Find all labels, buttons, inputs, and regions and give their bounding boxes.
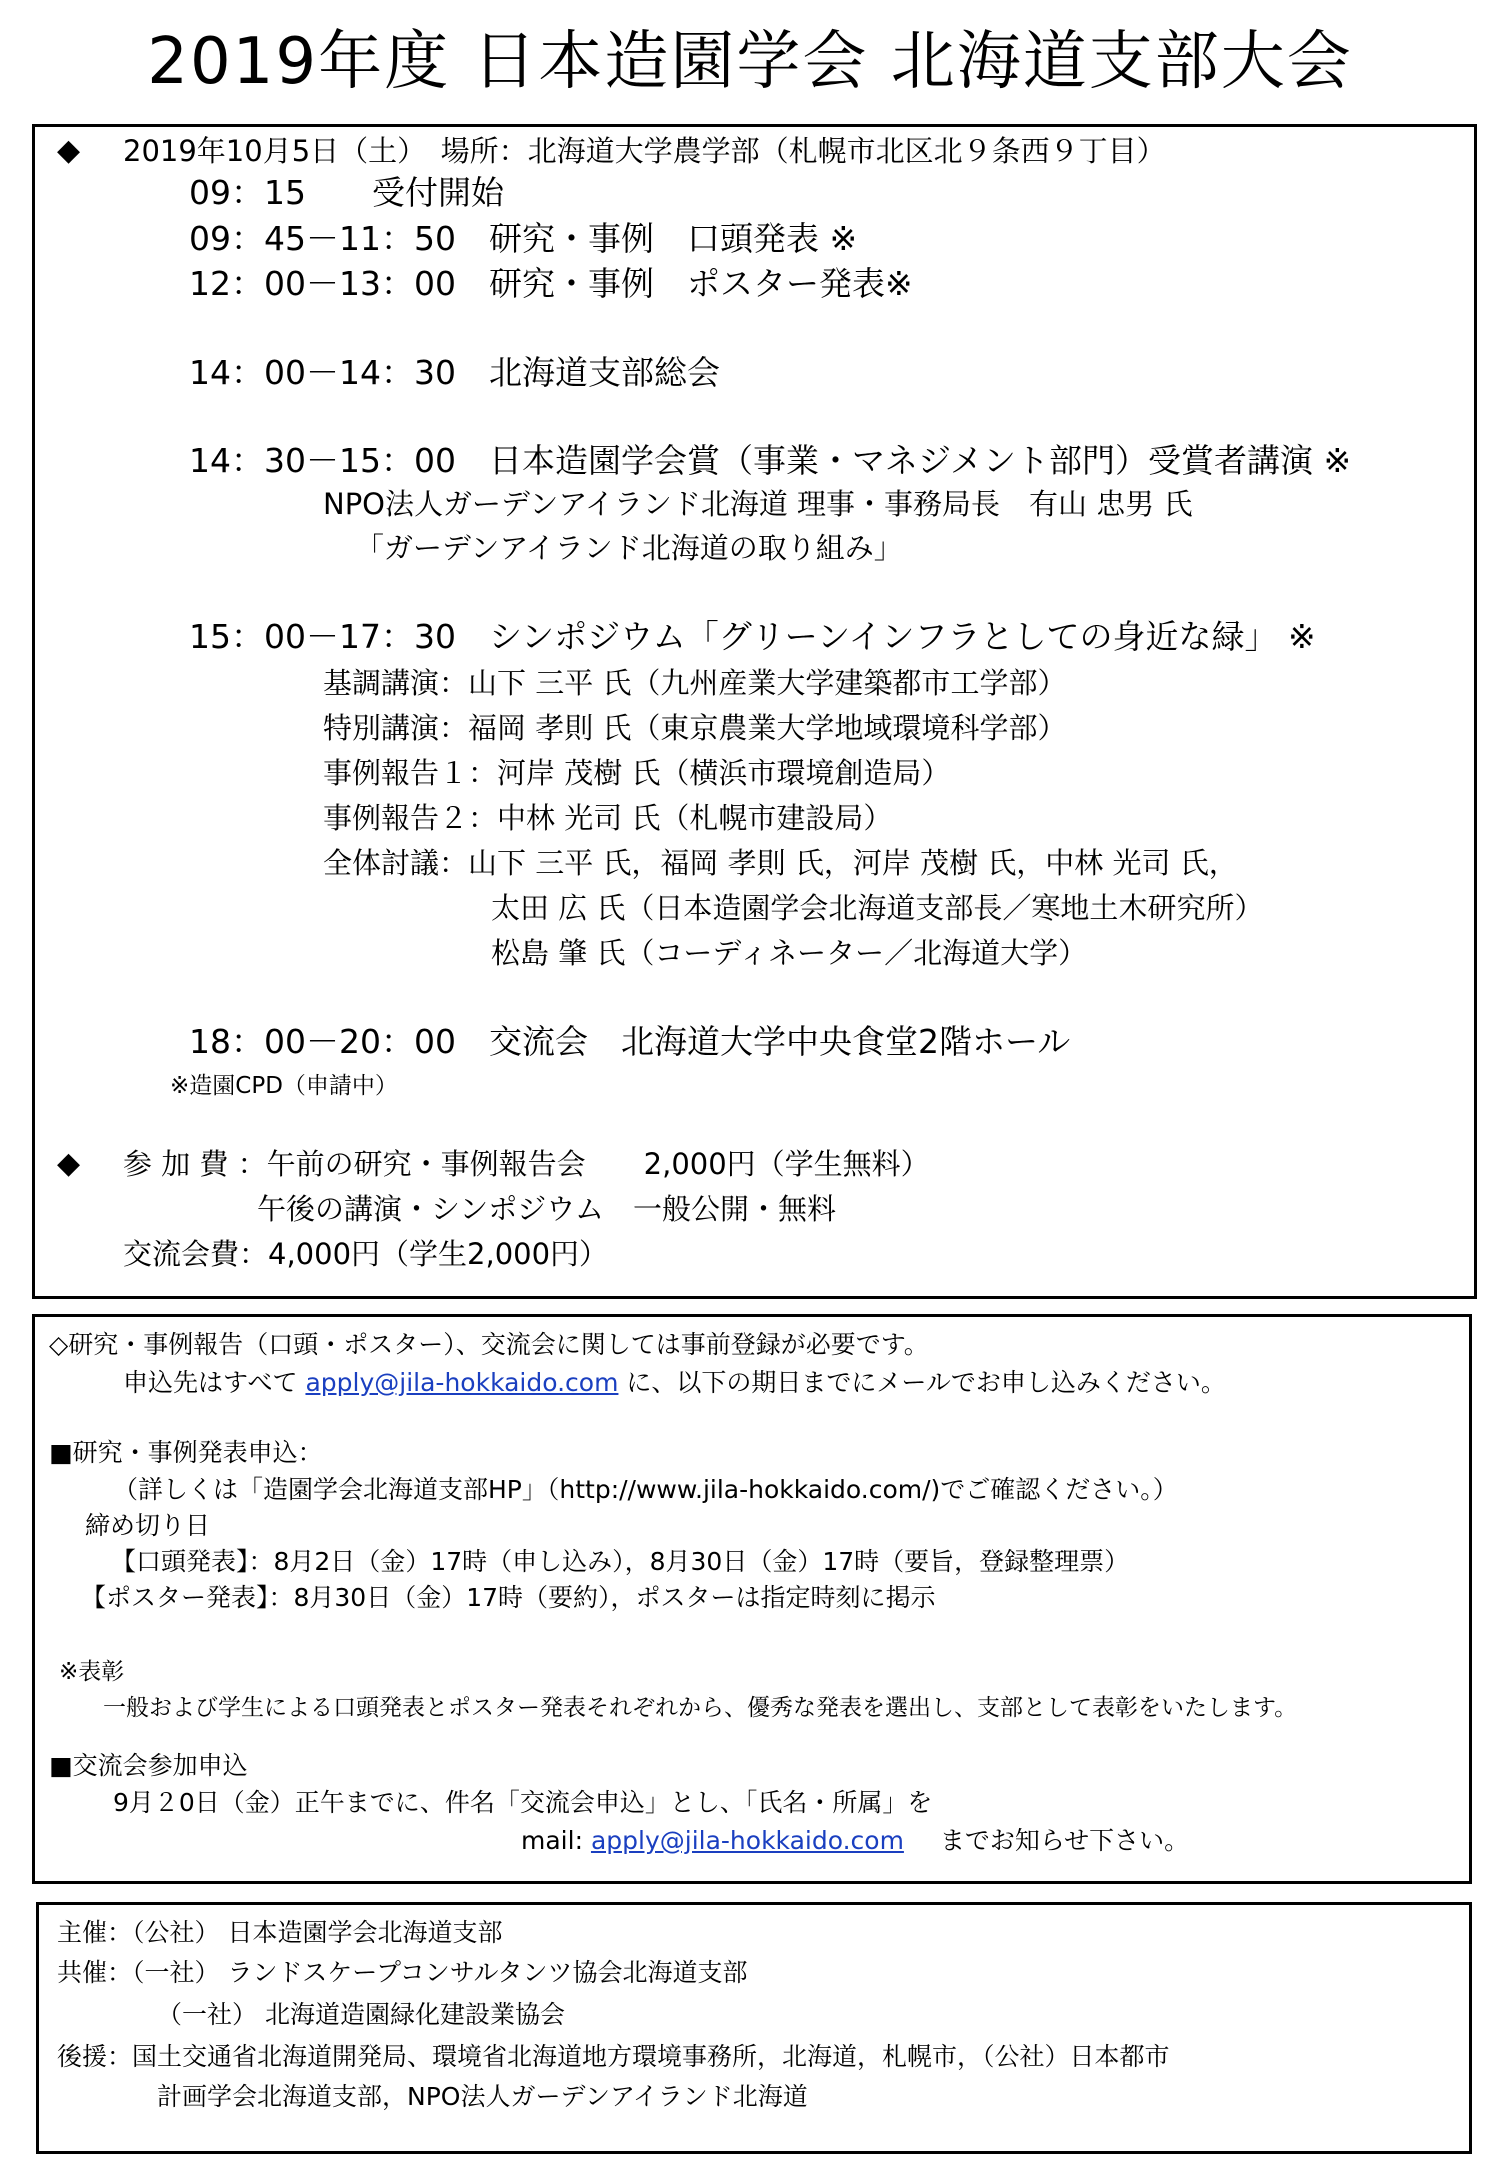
party-heading: ■交流会参加申込: [49, 1751, 248, 1780]
organizer-line: 後援：国土交通省北海道開発局、環境省北海道地方環境事務所，北海道，札幌市，（公社）日本都市: [57, 2042, 1170, 2071]
apply-prefix: 申込先はすべて: [123, 1368, 298, 1397]
event-date-location: 2019年10月5日（土） 場所：北海道大学農学部（札幌市北区北９条西９丁目）: [123, 134, 1166, 168]
party-mail-prefix: mail:: [521, 1826, 583, 1855]
fee-line: 交流会費：4,000円（学生2,000円）: [123, 1237, 609, 1271]
deadline-heading: 締め切り日: [85, 1511, 211, 1540]
party-mail-suffix: までお知らせ下さい。: [939, 1826, 1190, 1855]
symposium-line: 事例報告２：中林 光司 氏（札幌市建設局）: [323, 801, 893, 835]
schedule-item: 12：00－13：00 研究・事例 ポスター発表※: [189, 264, 913, 303]
award-heading: ※表彰: [59, 1659, 125, 1685]
party-mail-line: [521, 1825, 1189, 1857]
symposium-line: 全体討議：山下 三平 氏，福岡 孝則 氏，河岸 茂樹 氏，中林 光司 氏，: [323, 846, 1238, 880]
symposium-line: 太田 広 氏（日本造園学会北海道支部長／寒地土木研究所）: [491, 891, 1264, 925]
apply-email-link[interactable]: apply@jila-hokkaido.com: [305, 1368, 619, 1397]
speaker-line: NPO法人ガーデンアイランド北海道 理事・事務局長 有山 忠男 氏: [323, 487, 1193, 521]
organizer-line: 計画学会北海道支部，NPO法人ガーデンアイランド北海道: [157, 2082, 808, 2111]
schedule-item: 18：00－20：00 交流会 北海道大学中央食堂2階ホール: [189, 1022, 1071, 1061]
oral-deadline: 【口頭発表】：8月2日（金）17時（申し込み），8月30日（金）17時（要旨，登録整理票）: [111, 1547, 1130, 1576]
fee-line: 参 加 費 ：午前の研究・事例報告会 2,000円（学生無料）: [123, 1147, 930, 1181]
schedule-item: 14：00－14：30 北海道支部総会: [189, 353, 720, 392]
details-line: （詳しくは「造園学会北海道支部HP」（http://www.jila-hokkaido.com/)でご確認ください。）: [113, 1475, 1178, 1504]
organizer-line: （一社） 北海道造園緑化建設業協会: [157, 2000, 565, 2029]
bullet-diamond-icon: ◆: [57, 133, 81, 168]
organizer-line: 共催：（一社） ランドスケープコンサルタンツ協会北海道支部: [57, 1958, 748, 1987]
apply-line: [123, 1367, 1226, 1399]
party-email-link[interactable]: apply@jila-hokkaido.com: [590, 1826, 904, 1855]
registration-intro: ◇研究・事例報告（口頭・ポスター）、交流会に関しては事前登録が必要です。: [49, 1330, 929, 1359]
organizer-line: 主催：（公社） 日本造園学会北海道支部: [57, 1918, 503, 1947]
cpd-note: ※造園CPD（申請中）: [170, 1073, 398, 1099]
lecture-title: 「ガーデンアイランド北海道の取り組み」: [355, 531, 903, 565]
schedule-item: 15：00－17：30 シンポジウム「グリーンインフラとしての身近な緑」 ※: [189, 617, 1316, 656]
symposium-line: 特別講演：福岡 孝則 氏（東京農業大学地域環境科学部）: [323, 711, 1067, 745]
presentation-heading: ■研究・事例発表申込：: [49, 1438, 323, 1467]
schedule-item: 09：15 受付開始: [189, 173, 504, 212]
schedule-item: 09：45－11：50 研究・事例 口頭発表 ※: [189, 219, 858, 258]
apply-suffix: に、以下の期日までにメールでお申し込みください。: [626, 1368, 1226, 1397]
page-title: 2019年度 日本造園学会 北海道支部大会: [147, 25, 1353, 99]
registration-box: [32, 1314, 1472, 1884]
symposium-line: 基調講演：山下 三平 氏（九州産業大学建築都市工学部）: [323, 666, 1067, 700]
schedule-box: [32, 124, 1477, 1299]
bullet-diamond-icon: ◆: [57, 1146, 81, 1181]
fee-line: 午後の講演・シンポジウム 一般公開・無料: [257, 1192, 836, 1226]
poster-deadline: 【ポスター発表】：8月30日（金）17時（要約），ポスターは指定時刻に掲示: [81, 1583, 936, 1612]
award-text: 一般および学生による口頭発表とポスター発表それぞれから、優秀な発表を選出し、支部として表彰をいたします。: [103, 1695, 1298, 1721]
organizers-box: [36, 1902, 1472, 2154]
symposium-line: 松島 肇 氏（コーディネーター／北海道大学）: [491, 936, 1088, 970]
symposium-line: 事例報告１：河岸 茂樹 氏（横浜市環境創造局）: [323, 756, 951, 790]
party-text: 9月２0日（金）正午までに、件名「交流会申込」とし、「氏名・所属」を: [113, 1788, 933, 1817]
schedule-item: 14：30－15：00 日本造園学会賞（事業・マネジメント部門）受賞者講演 ※: [189, 441, 1352, 480]
